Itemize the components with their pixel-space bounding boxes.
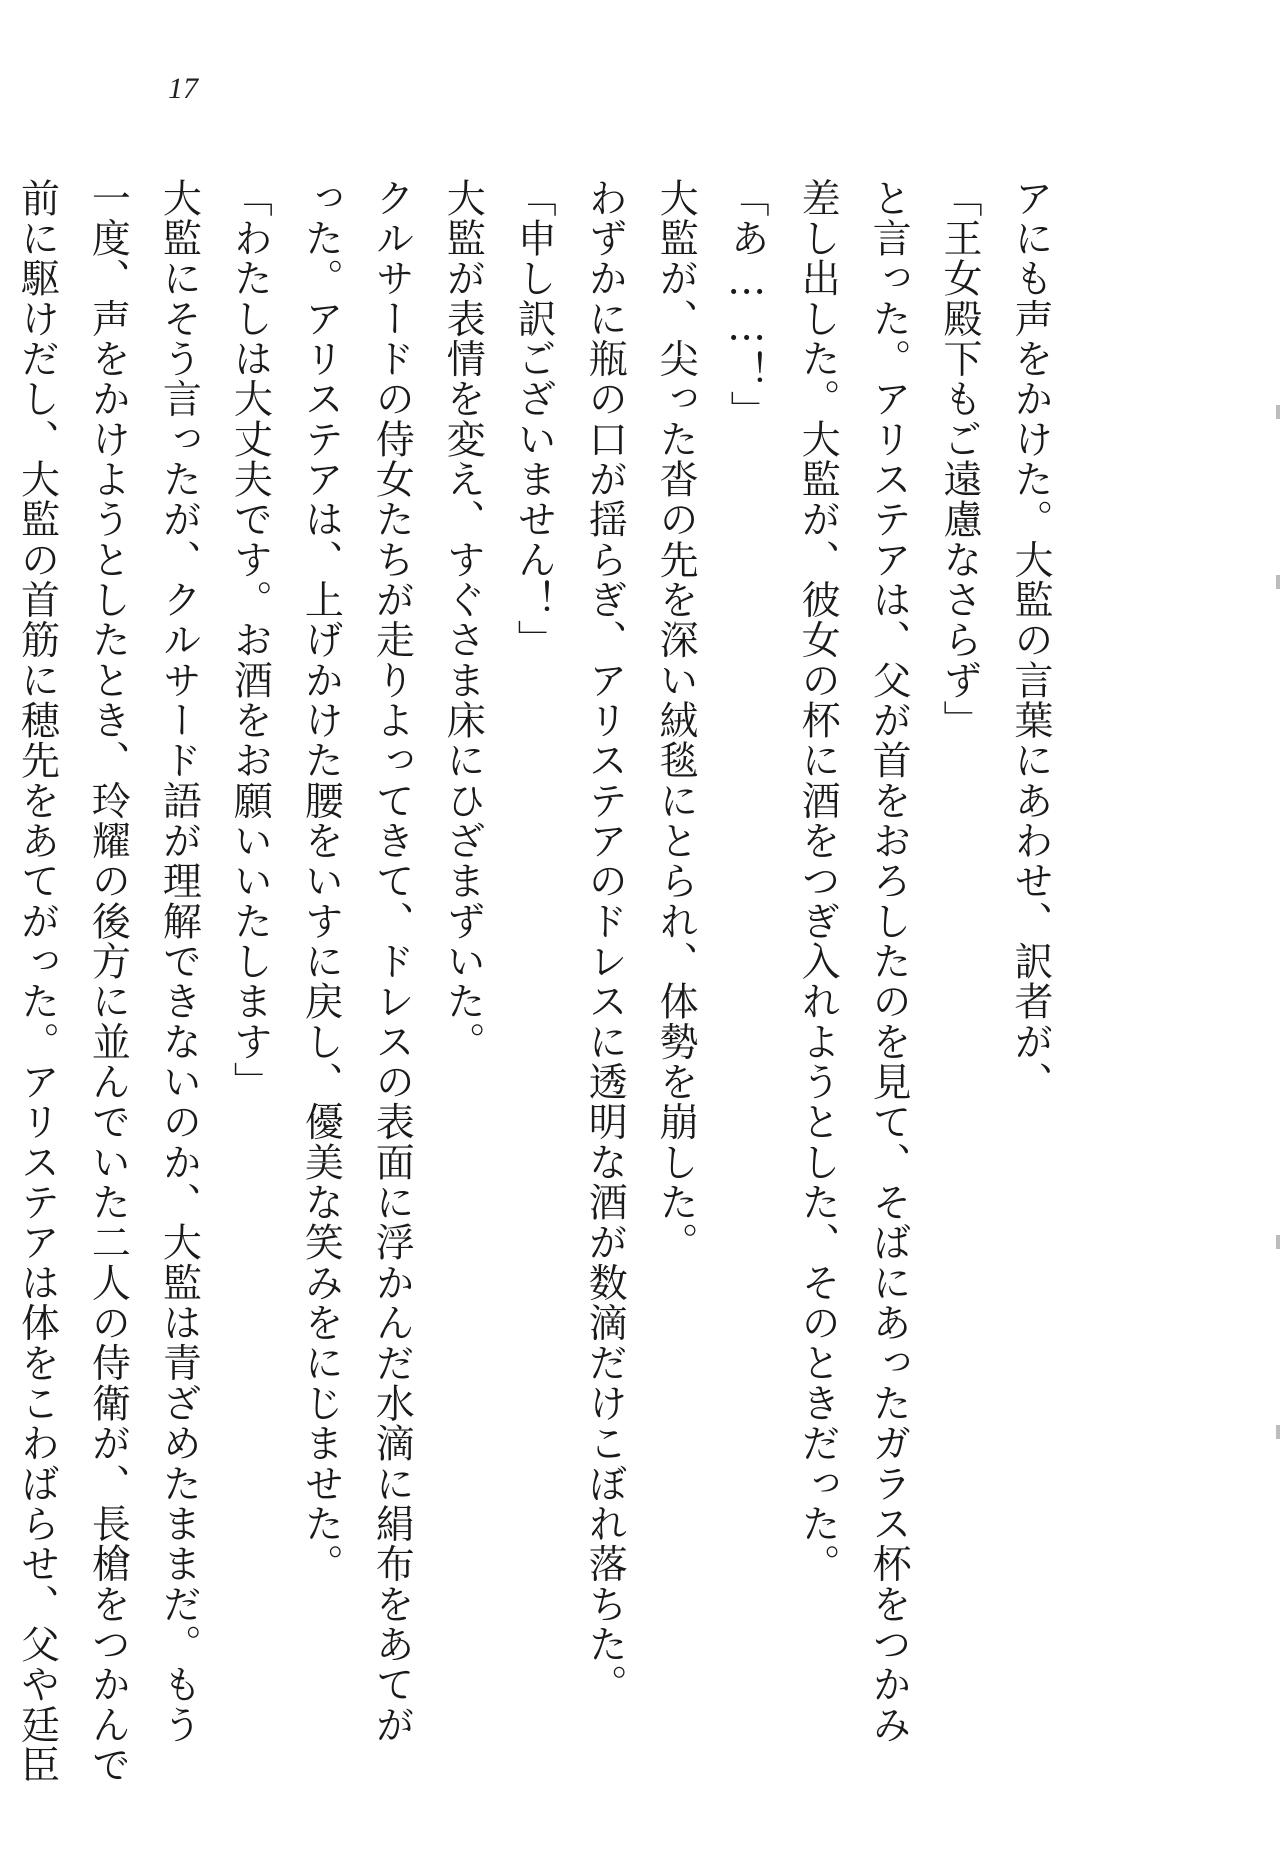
text-line: クルサードの侍女たちが走りよってきて、ドレスの表面に浮かんだ水滴に絹布をあてが bbox=[369, 178, 415, 1745]
text-line: アにも声をかけた。大監の言葉にあわせ、訳者が、 bbox=[1008, 178, 1053, 1102]
scan-edge-mark bbox=[1276, 1235, 1280, 1249]
text-line: 「あ……！」 bbox=[724, 178, 770, 432]
text-line: 一度、声をかけようとしたとき、玲耀の後方に並んでいた二人の侍衛が、長槍をつかんで bbox=[85, 178, 131, 1785]
text-line: 前に駆けだし、大監の首筋に穂先をあてがった。アリステアは体をこわばらせ、父や廷臣 bbox=[14, 178, 60, 1785]
body-text bbox=[0, 178, 1065, 1785]
text-line: 差し出した。大監が、彼女の杯に酒をつぎ入れようとした、そのときだった。 bbox=[795, 178, 841, 1584]
text-line: 「王女殿下もご遠慮なさらず」 bbox=[937, 178, 983, 741]
scan-edge-mark bbox=[1276, 1425, 1280, 1439]
text-line: った。アリステアは、上げかけた腰をいすに戻し、優美な笑みをにじませた。 bbox=[298, 178, 344, 1584]
scan-edge-mark bbox=[1276, 405, 1280, 419]
text-line: 大監にそう言ったが、クルサード語が理解できないのか、大監は青ざめたままだ。もう bbox=[156, 178, 202, 1745]
page-number: 17 bbox=[168, 72, 198, 105]
text-line: 「わたしは大丈夫です。お酒をお願いいたします」 bbox=[227, 178, 273, 1102]
text-line: 大監が表情を変え、すぐさま床にひざまずいた。 bbox=[440, 178, 486, 1062]
scan-edge-mark bbox=[1276, 575, 1280, 589]
text-line: 大監が、尖った沓の先を深い絨毯にとられ、体勢を崩した。 bbox=[653, 178, 699, 1263]
text-line: わずかに瓶の口が揺らぎ、アリステアのドレスに透明な酒が数滴だけこぼれ落ちた。 bbox=[582, 178, 628, 1705]
text-line: と言った。アリステアは、父が首をおろしたのを見て、そばにあったガラス杯をつかみ bbox=[866, 178, 912, 1745]
text-line: 「申し訳ございません！」 bbox=[511, 178, 557, 661]
